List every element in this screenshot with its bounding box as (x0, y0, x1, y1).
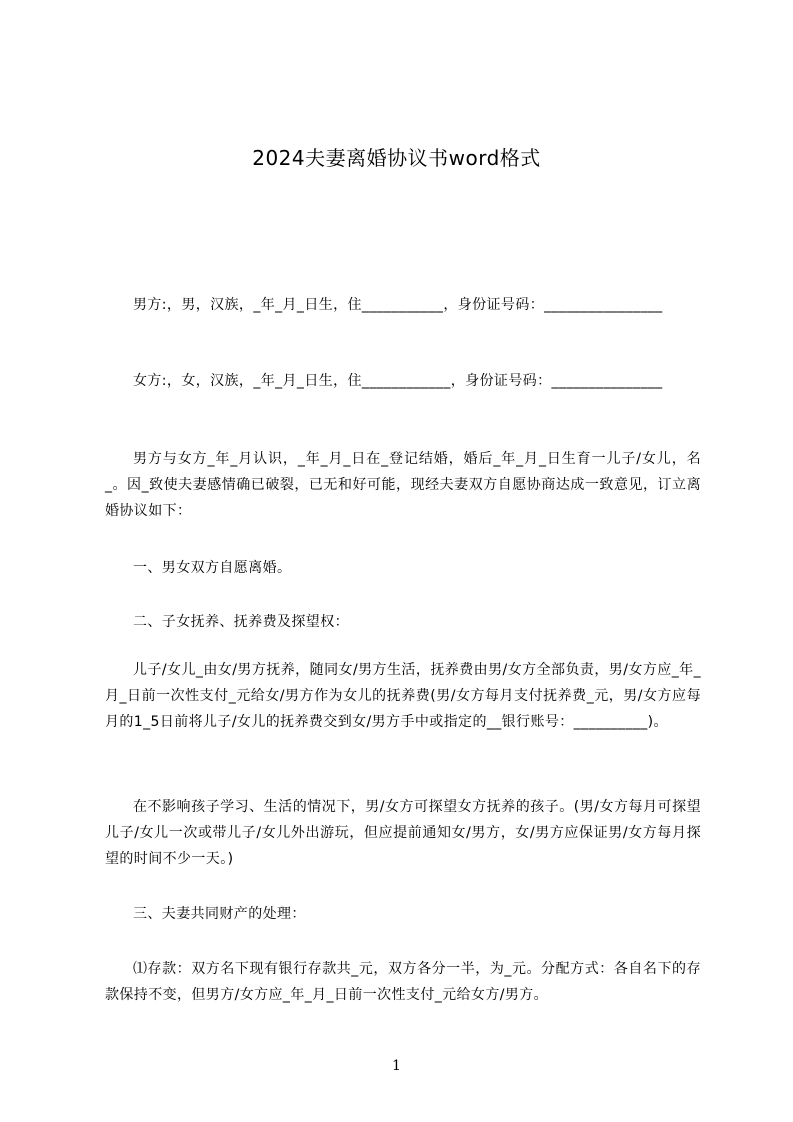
paragraph-clause-three-heading: 三、夫妻共同财产的处理： (133, 906, 306, 922)
paragraph-child-custody: 儿子/女儿_由女/男方抚养，随同女/男方生活，抚养费由男/女方全部负责，男/女方应_年_月_日前一次性支付_元给女/男方作为女儿的抚养费(男/女方每月支付抚养费_元，男/女方应每月的1_5日前将儿子/女儿的抚养费交到女/男方手中或指定的__银行账号：__________)。 (105, 662, 701, 730)
paragraph-female-party: 女方:，女，汉族，_年_月_日生，住____________，身份证号码：_______________ (133, 373, 663, 389)
paragraph-marriage-background: 男方与女方_年_月认识，_年_月_日在_登记结婚，婚后_年_月_日生育一儿子/女儿，名_。因_致使夫妻感情确已破裂，已无和好可能，现经夫妻双方自愿协商达成一致意见，订立离婚协议如下： (105, 451, 701, 519)
paragraph-savings: ⑴存款：双方名下现有银行存款共_元，双方各分一半，为_元。分配方式：各自名下的存款保持不变，但男方/女方应_年_月_日前一次性支付_元给女方/男方。 (105, 961, 701, 1003)
paragraph-clause-two-heading: 二、子女抚养、抚养费及探望权： (133, 614, 349, 630)
paragraph-male-party: 男方:，男，汉族，_年_月_日生，住___________，身份证号码：________________ (133, 297, 663, 313)
paragraph-visitation: 在不影响孩子学习、生活的情况下，男/女方可探望女方抚养的孩子。(男/女方每月可探望儿子/女儿一次或带儿子/女儿外出游玩，但应提前通知女/男方，女/男方应保证男/女方每月探望的时间不少一天。) (105, 799, 701, 867)
paragraph-clause-one: 一、男女双方自愿离婚。 (133, 560, 292, 576)
document-title: 2024夫妻离婚协议书word格式 (252, 146, 541, 170)
page-number: 1 (392, 1058, 401, 1074)
